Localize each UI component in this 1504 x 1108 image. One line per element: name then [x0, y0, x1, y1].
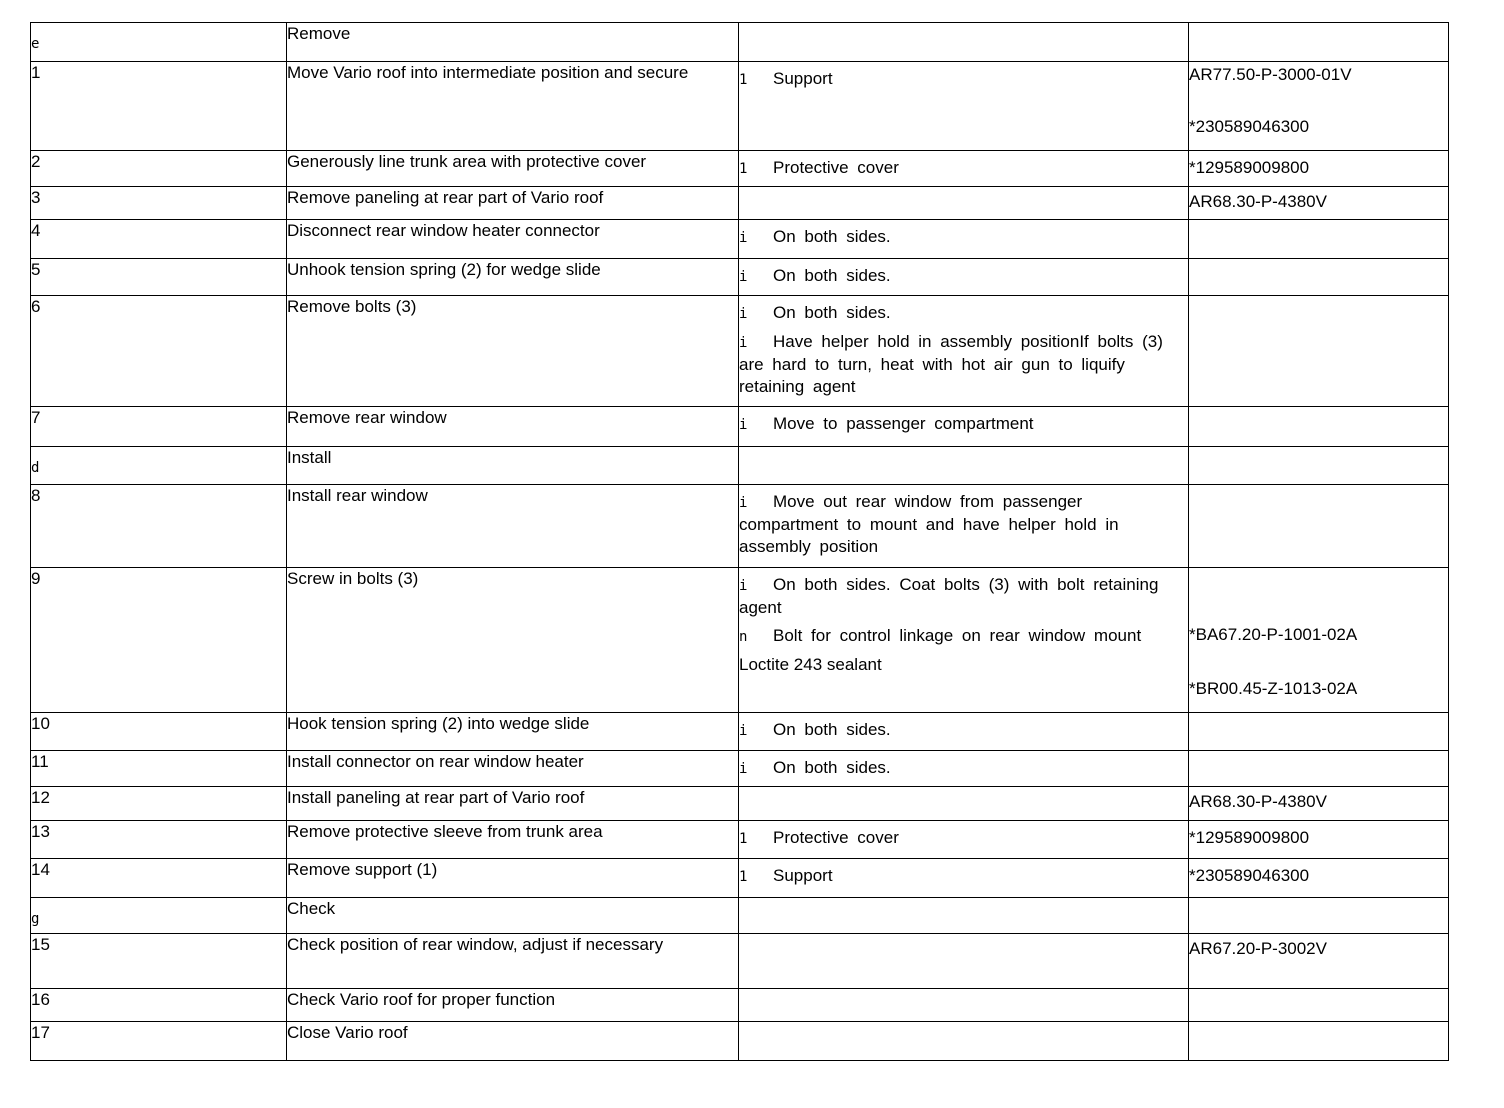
- table-row: [31, 220, 1449, 259]
- notes-cell: [739, 151, 1189, 187]
- note-text: On both sides. Coat bolts (3) with bolt retaining agent: [739, 575, 1159, 617]
- action-cell: Check Vario roof for proper function: [287, 989, 739, 1022]
- reference-cell: [1189, 713, 1449, 751]
- step-cell: 10: [31, 713, 287, 751]
- note-text: Protective cover: [773, 158, 899, 177]
- note-symbol: i: [739, 723, 748, 739]
- note-text: On both sides.: [773, 720, 891, 739]
- note-text: Loctite 243 sealant: [739, 655, 882, 674]
- reference-link[interactable]: *129589009800: [1189, 828, 1310, 847]
- action-cell: Unhook tension spring (2) for wedge slide: [287, 259, 739, 296]
- reference-cell: [1189, 568, 1449, 713]
- table-row: [31, 447, 1449, 485]
- note-text: On both sides.: [773, 227, 891, 246]
- note-item: [739, 302, 1188, 325]
- step-cell: 11: [31, 751, 287, 787]
- table-row: [31, 187, 1449, 220]
- step-cell: 17: [31, 1022, 287, 1061]
- reference-cell: [1189, 296, 1449, 407]
- reference-link[interactable]: *BA67.20-P-1001-02A: [1189, 625, 1358, 644]
- table-row: [31, 407, 1449, 447]
- note-text: Have helper hold in assembly positionIf bolts (3) are hard to turn, heat with hot air gun to liquify retaining agent: [739, 332, 1163, 396]
- reference-cell: [1189, 989, 1449, 1022]
- note-symbol: i: [739, 578, 748, 594]
- reference-link[interactable]: AR67.20-P-3002V: [1189, 939, 1327, 958]
- note-item: [739, 757, 1188, 780]
- procedure-table-body: [31, 23, 1449, 1061]
- reference-link[interactable]: AR77.50-P-3000-01V: [1189, 65, 1352, 84]
- notes-cell: [739, 485, 1189, 568]
- reference-cell: [1189, 751, 1449, 787]
- note-symbol: i: [739, 306, 748, 322]
- action-cell: Remove bolts (3): [287, 296, 739, 407]
- step-cell: 4: [31, 220, 287, 259]
- step-cell: g: [31, 898, 287, 934]
- action-cell: Check position of rear window, adjust if necessary: [287, 934, 739, 989]
- note-item: [739, 68, 1188, 91]
- table-row: [31, 713, 1449, 751]
- note-symbol: i: [739, 335, 748, 351]
- step-cell: 1: [31, 62, 287, 151]
- notes-cell: [739, 23, 1189, 62]
- step-cell: 9: [31, 568, 287, 713]
- note-text: Support: [773, 69, 833, 88]
- step-cell: 16: [31, 989, 287, 1022]
- note-text: On both sides.: [773, 758, 891, 777]
- note-symbol: i: [739, 761, 748, 777]
- action-cell: Hook tension spring (2) into wedge slide: [287, 713, 739, 751]
- reference-link[interactable]: *129589009800: [1189, 158, 1310, 177]
- note-text: Bolt for control linkage on rear window mount: [773, 626, 1142, 645]
- step-cell: d: [31, 447, 287, 485]
- reference-link[interactable]: *BR00.45-Z-1013-02A: [1189, 679, 1358, 698]
- step-cell: 14: [31, 859, 287, 898]
- action-cell: Remove: [287, 23, 739, 62]
- action-cell: Remove protective sleeve from trunk area: [287, 821, 739, 859]
- note-item: [739, 654, 1188, 676]
- note-text: Protective cover: [773, 828, 899, 847]
- reference-cell: [1189, 898, 1449, 934]
- action-cell: Close Vario roof: [287, 1022, 739, 1061]
- note-symbol: 1: [739, 72, 748, 88]
- note-item: [739, 719, 1188, 742]
- reference-cell: [1189, 151, 1449, 187]
- table-row: [31, 485, 1449, 568]
- step-cell: 5: [31, 259, 287, 296]
- table-row: [31, 1022, 1449, 1061]
- note-symbol: i: [739, 269, 748, 285]
- step-cell: 7: [31, 407, 287, 447]
- table-row: [31, 989, 1449, 1022]
- note-item: [739, 157, 1188, 180]
- action-cell: Install connector on rear window heater: [287, 751, 739, 787]
- note-symbol: i: [739, 417, 748, 433]
- note-symbol: 1: [739, 161, 748, 177]
- note-symbol: i: [739, 495, 748, 511]
- table-row: [31, 568, 1449, 713]
- note-item: [739, 226, 1188, 249]
- notes-cell: [739, 821, 1189, 859]
- notes-cell: [739, 296, 1189, 407]
- action-cell: Screw in bolts (3): [287, 568, 739, 713]
- notes-cell: [739, 407, 1189, 447]
- notes-cell: [739, 187, 1189, 220]
- note-text: On both sides.: [773, 303, 891, 322]
- note-item: [739, 413, 1188, 436]
- notes-cell: [739, 898, 1189, 934]
- reference-link[interactable]: *230589046300: [1189, 866, 1310, 885]
- table-row: [31, 934, 1449, 989]
- reference-cell: [1189, 220, 1449, 259]
- step-cell: 2: [31, 151, 287, 187]
- table-row: [31, 751, 1449, 787]
- table-row: [31, 859, 1449, 898]
- reference-cell: [1189, 62, 1449, 151]
- table-row: [31, 151, 1449, 187]
- action-cell: Generously line trunk area with protective cover: [287, 151, 739, 187]
- note-symbol: 1: [739, 869, 748, 885]
- action-cell: Remove support (1): [287, 859, 739, 898]
- note-symbol: i: [739, 230, 748, 246]
- note-item: [739, 827, 1188, 850]
- note-text: Move out rear window from passenger compartment to mount and have helper hold in assembly position: [739, 492, 1119, 556]
- procedure-table: [30, 22, 1449, 1061]
- notes-cell: [739, 934, 1189, 989]
- action-cell: Install rear window: [287, 485, 739, 568]
- note-text: Move to passenger compartment: [773, 414, 1034, 433]
- reference-cell: [1189, 859, 1449, 898]
- notes-cell: [739, 220, 1189, 259]
- step-cell: 12: [31, 787, 287, 821]
- table-row: [31, 296, 1449, 407]
- note-item: [739, 265, 1188, 288]
- action-cell: Move Vario roof into intermediate position and secure: [287, 62, 739, 151]
- notes-cell: [739, 787, 1189, 821]
- reference-cell: [1189, 259, 1449, 296]
- note-item: [739, 625, 1188, 648]
- step-cell: 13: [31, 821, 287, 859]
- note-item: [739, 574, 1188, 619]
- reference-cell: [1189, 1022, 1449, 1061]
- action-cell: Disconnect rear window heater connector: [287, 220, 739, 259]
- table-row: [31, 821, 1449, 859]
- note-item: [739, 865, 1188, 888]
- reference-link[interactable]: *230589046300: [1189, 117, 1310, 136]
- table-row: [31, 787, 1449, 821]
- step-cell: 8: [31, 485, 287, 568]
- notes-cell: [739, 447, 1189, 485]
- step-cell: 15: [31, 934, 287, 989]
- reference-cell: [1189, 485, 1449, 568]
- table-row: [31, 62, 1449, 151]
- reference-link[interactable]: AR68.30-P-4380V: [1189, 792, 1327, 811]
- notes-cell: [739, 713, 1189, 751]
- action-cell: Install paneling at rear part of Vario roof: [287, 787, 739, 821]
- table-row: [31, 259, 1449, 296]
- notes-cell: [739, 62, 1189, 151]
- reference-cell: [1189, 821, 1449, 859]
- action-cell: Remove paneling at rear part of Vario roof: [287, 187, 739, 220]
- notes-cell: [739, 259, 1189, 296]
- reference-cell: [1189, 407, 1449, 447]
- reference-cell: [1189, 787, 1449, 821]
- reference-link[interactable]: AR68.30-P-4380V: [1189, 192, 1327, 211]
- notes-cell: [739, 1022, 1189, 1061]
- reference-cell: [1189, 23, 1449, 62]
- note-symbol: n: [739, 629, 748, 645]
- notes-cell: [739, 859, 1189, 898]
- note-symbol: 1: [739, 831, 748, 847]
- note-item: [739, 491, 1188, 558]
- note-text: On both sides.: [773, 266, 891, 285]
- notes-cell: [739, 568, 1189, 713]
- notes-cell: [739, 989, 1189, 1022]
- reference-cell: [1189, 934, 1449, 989]
- note-item: [739, 331, 1188, 398]
- action-cell: Check: [287, 898, 739, 934]
- notes-cell: [739, 751, 1189, 787]
- table-row: [31, 23, 1449, 62]
- table-row: [31, 898, 1449, 934]
- action-cell: Remove rear window: [287, 407, 739, 447]
- step-cell: 3: [31, 187, 287, 220]
- step-cell: e: [31, 23, 287, 62]
- action-cell: Install: [287, 447, 739, 485]
- note-text: Support: [773, 866, 833, 885]
- reference-cell: [1189, 187, 1449, 220]
- reference-cell: [1189, 447, 1449, 485]
- step-cell: 6: [31, 296, 287, 407]
